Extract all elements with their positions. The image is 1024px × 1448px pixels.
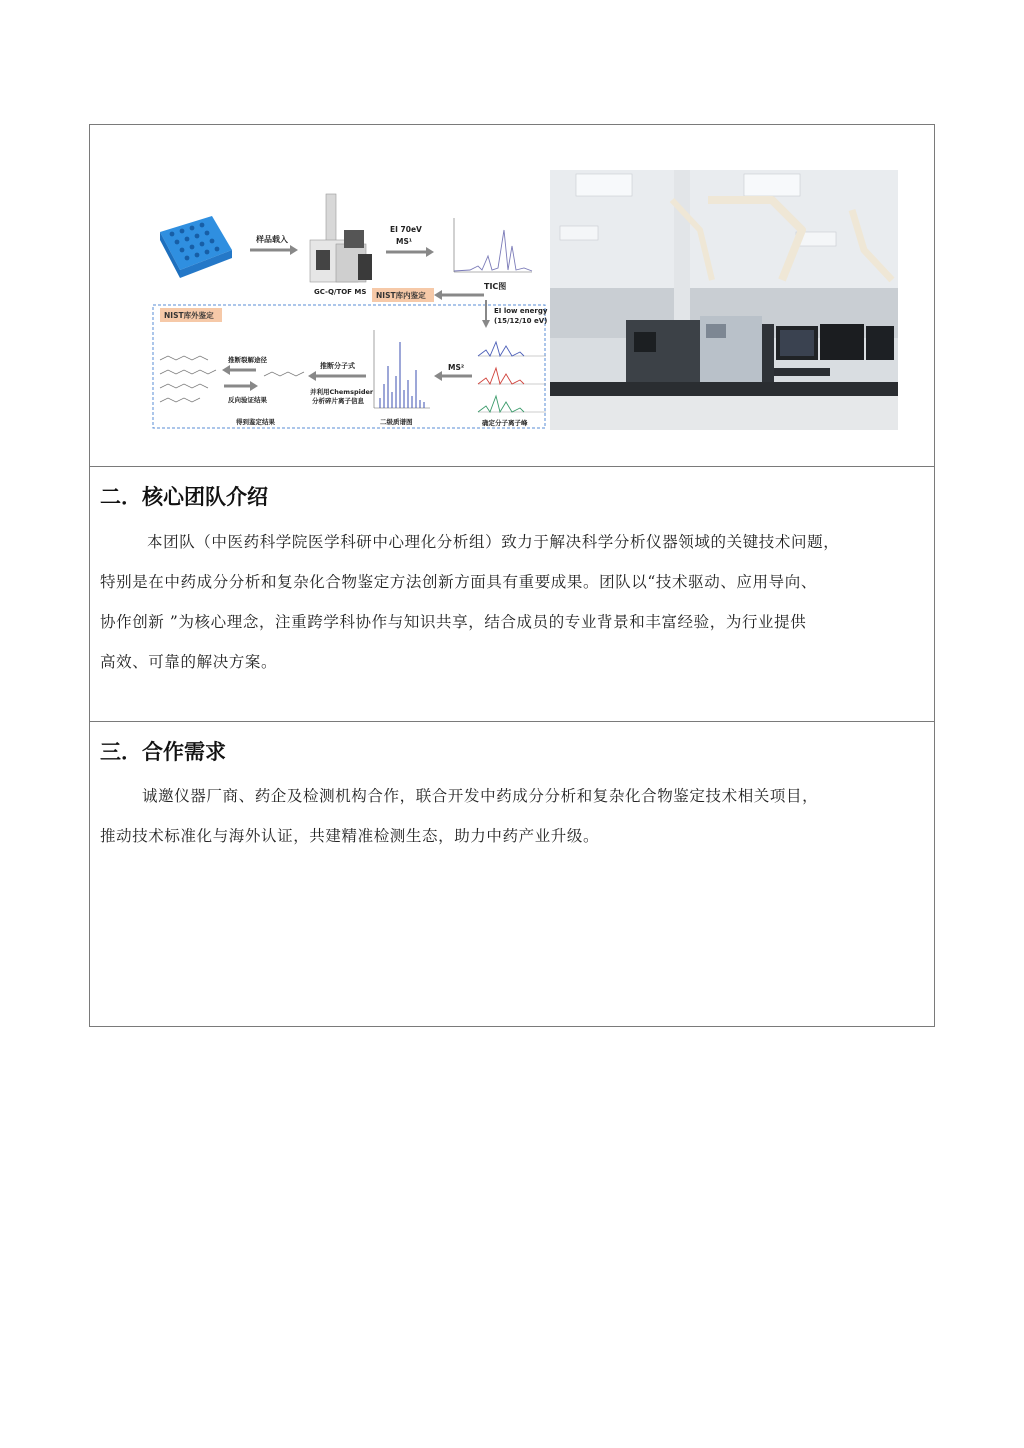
tic-label: TIC图 — [484, 282, 507, 291]
ei-label: EI 70eV — [390, 225, 422, 234]
section2-line-4: 高效、可靠的解决方案。 — [100, 653, 278, 671]
chemspider-line2: 分析碎片离子信息 — [312, 397, 364, 405]
chemspider-line1: 并利用Chemspider — [310, 388, 374, 396]
section2-line-3: 协作创新 ”为核心理念，注重跨学科协作与知识共享，结合成员的专业背景和丰富经验，为行业提供 — [100, 613, 807, 631]
ms2-spectrum-label: 二级质谱图 — [380, 418, 413, 426]
tic-chromatogram-icon — [454, 218, 532, 272]
workflow-figure — [152, 170, 910, 430]
ms2-spectrum-icon — [374, 330, 430, 408]
info-table — [89, 124, 935, 1027]
cleavage-path-label: 推断裂解途径 — [228, 356, 267, 364]
core-team-section — [90, 467, 934, 722]
reverse-verify-label: 反向验证结果 — [228, 396, 267, 404]
nist-out-label: NIST库外鉴定 — [164, 311, 214, 320]
section2-paragraph — [100, 522, 930, 682]
section3-line-1: 诚邀仪器厂商、药企及检测机构合作，联合开发中药成分分析和复杂化合物鉴定技术相关项目， — [142, 787, 819, 805]
infer-formula-label: 推断分子式 — [320, 362, 355, 370]
lab-photo — [550, 170, 898, 430]
ms2-label: MS² — [448, 363, 465, 372]
low-energy-spectra-icon — [478, 342, 546, 412]
ei-low-label: EI low energy — [494, 307, 548, 315]
section3-line-2: 推动技术标准化与海外认证，共建精准检测生态，助力中药产业升级。 — [100, 827, 600, 845]
section3-paragraph — [100, 776, 930, 856]
ms1-label: MS¹ — [396, 237, 413, 246]
nist-in-label: NIST库内鉴定 — [376, 291, 426, 300]
cooperation-section — [90, 722, 934, 1026]
sample-loading-label: 样品载入 — [256, 235, 288, 244]
sample-tray-icon — [160, 216, 232, 278]
ei-low-values: (15/12/10 eV) — [494, 317, 548, 325]
section2-line-1: 本团队（中医药科学院医学科研中心理化分析组）致力于解决科学分析仪器领域的关键技术问题， — [147, 533, 840, 551]
instrument-label: GC-Q/TOF MS — [314, 288, 367, 296]
result-label: 得到鉴定结果 — [236, 418, 275, 426]
section2-title: 二．核心团队介绍 — [100, 485, 268, 509]
section2-line-2: 特别是在中药成分分析和复杂化合物鉴定方法创新方面具有重要成果。团队以“技术驱动、应用导向、 — [100, 573, 817, 591]
gc-qtof-instrument-icon — [310, 194, 372, 282]
figure-cell — [90, 125, 934, 467]
workflow-diagram — [153, 194, 548, 428]
section3-title: 三．合作需求 — [100, 740, 226, 764]
molecular-ion-label: 确定分子离子峰 — [482, 419, 528, 427]
